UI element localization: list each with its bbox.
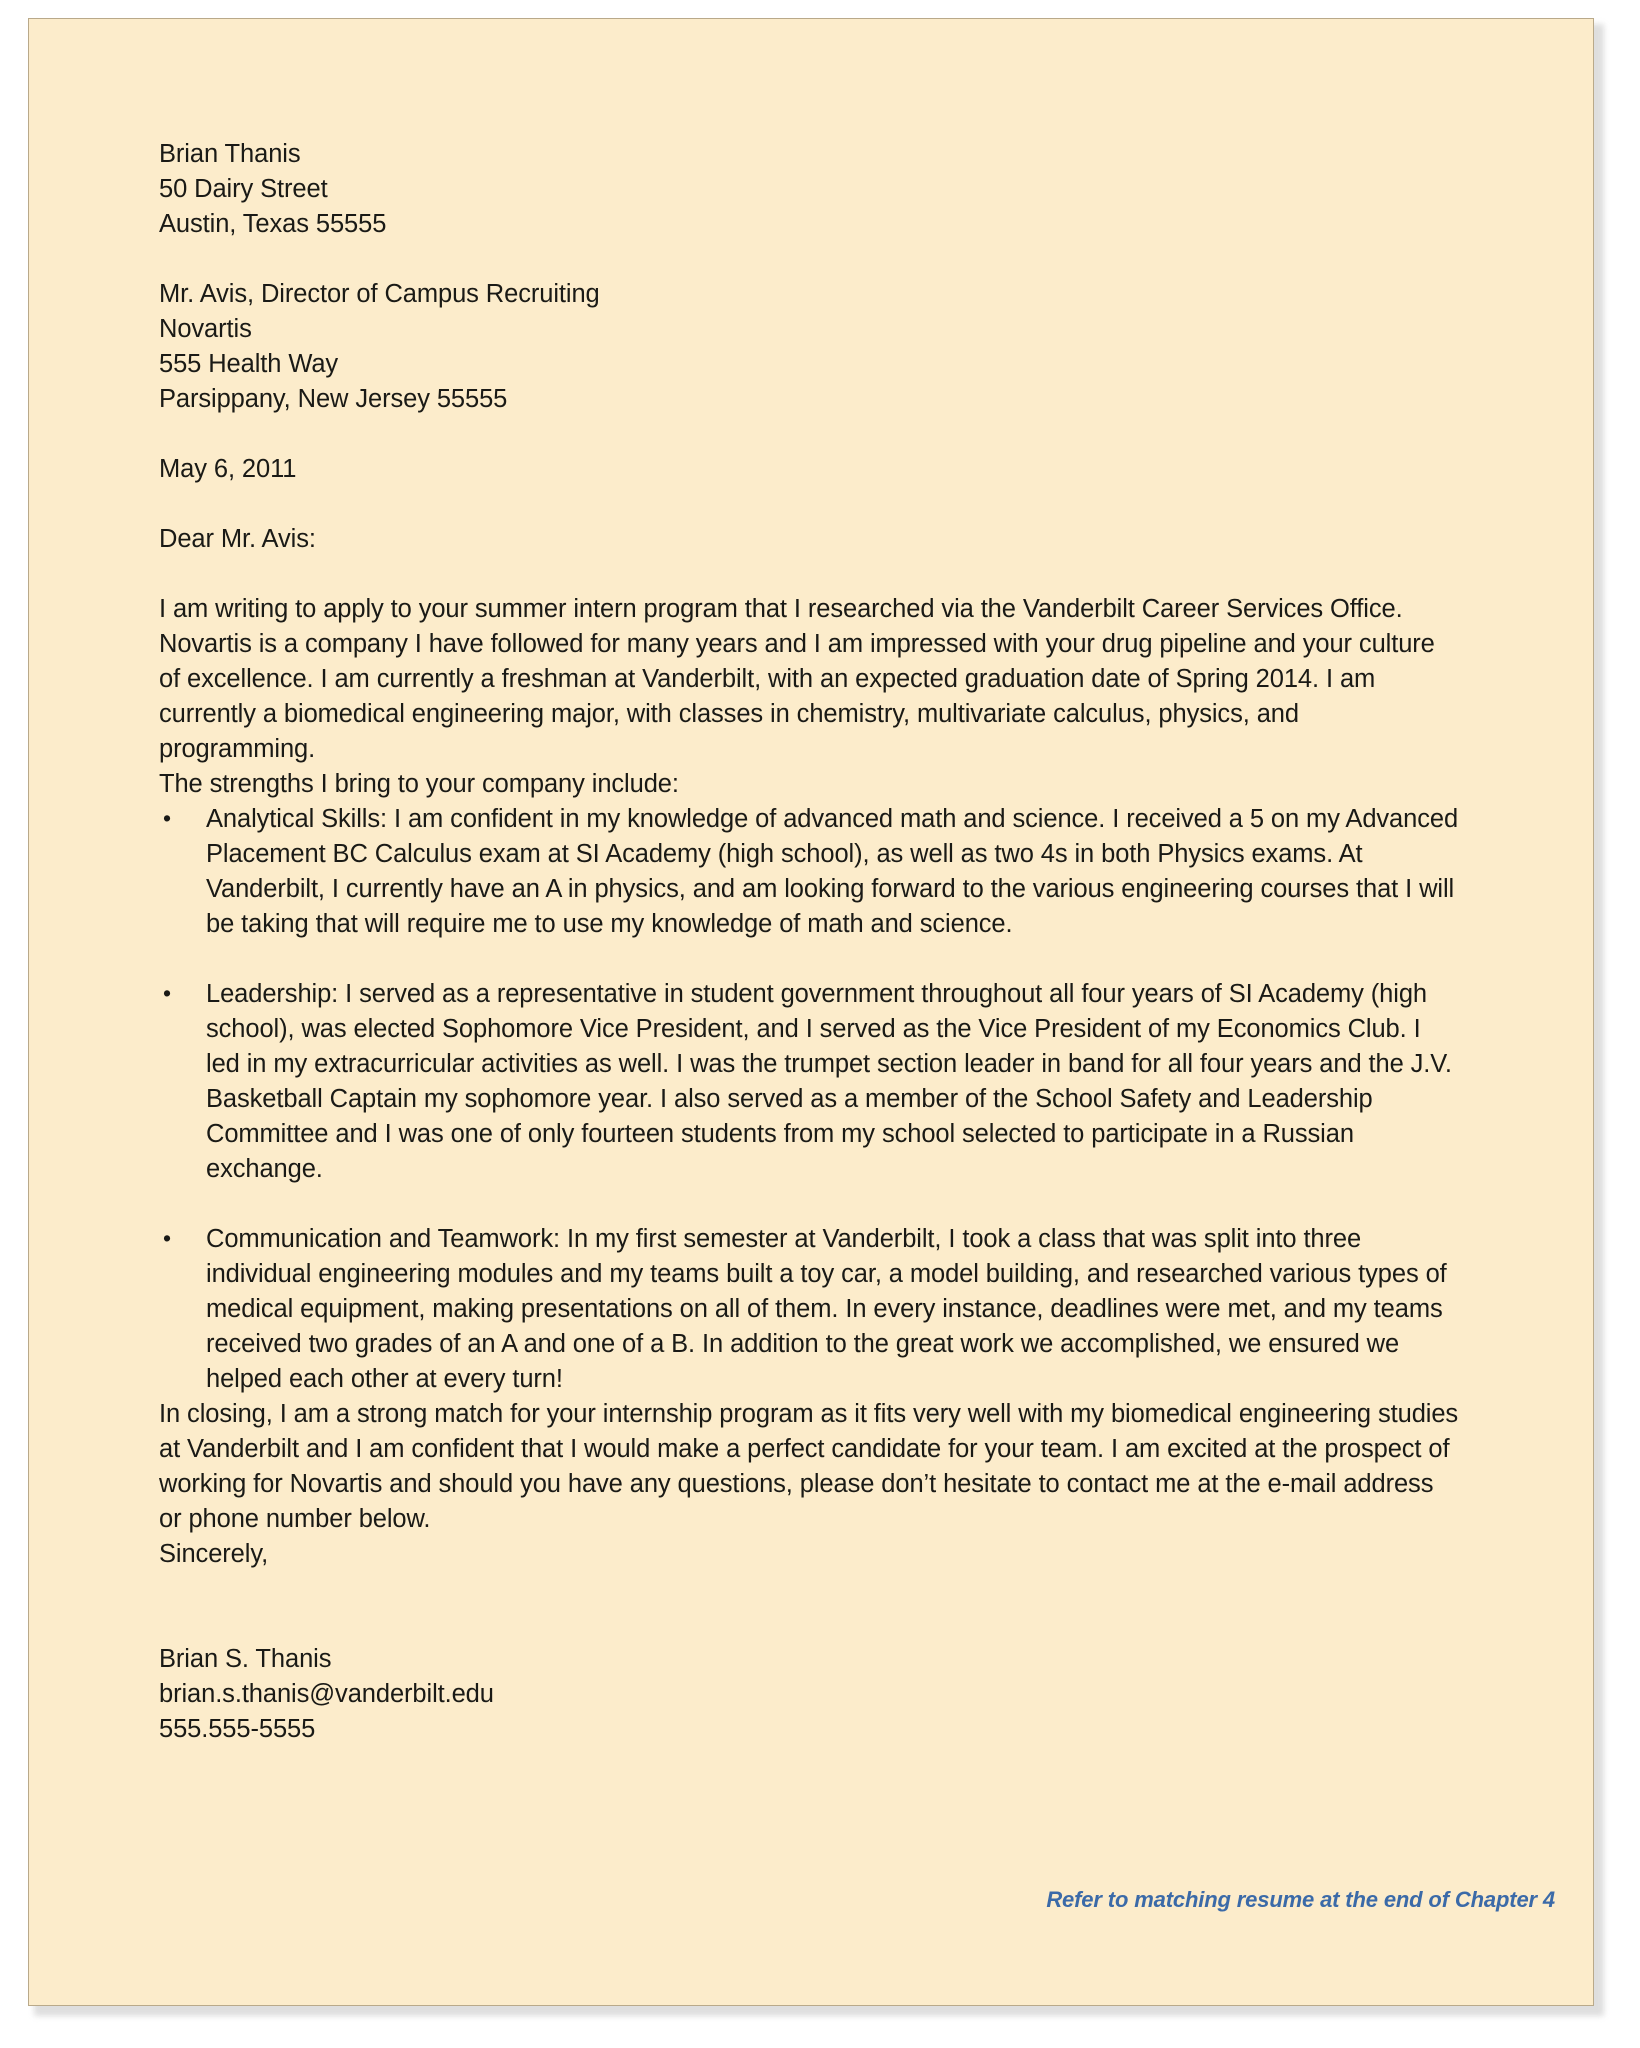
letter-content [159, 137, 1459, 1747]
recipient-address-block [159, 277, 1459, 417]
list-item-text: Communication and Teamwork: In my first semester at Vanderbilt, I took a class that was split into three individual engineering modules and my teams built a toy car, a model building, and researched various types of medical equipment, making presentations on all of them. In every instance, deadlines were met, and my teams received two grades of an A and one of a B. In addition to the great work we accomplished, we ensured we helped each other at every turn! [206, 1225, 1447, 1393]
bullet-icon: • [163, 805, 171, 831]
signature-block [159, 1642, 1459, 1747]
list-item [159, 1222, 1459, 1397]
sender-address-block [159, 137, 1459, 242]
recipient-city-state-zip: Parsippany, New Jersey 55555 [159, 385, 508, 413]
sign-off: Sincerely, [159, 1540, 269, 1568]
list-item [159, 977, 1459, 1187]
recipient-name-title: Mr. Avis, Director of Campus Recruiting [159, 280, 600, 308]
letter-page-wrapper [28, 18, 1604, 2016]
cover-letter-page [28, 18, 1594, 2006]
strengths-list [159, 802, 1459, 1397]
signature-name: Brian S. Thanis [159, 1645, 332, 1673]
list-item-text: Analytical Skills: I am confident in my knowledge of advanced math and science. I received a 5 on my Advanced Placement BC Calculus exam at SI Academy (high school), as well as two 4s in both Physics exams. At Vanderbilt, I currently have an A in physics, and am looking forward to the various engineering courses that I will be taking that will require me to use my knowledge of math and science. [206, 805, 1459, 938]
sender-street: 50 Dairy Street [159, 175, 328, 203]
footer-reference-note: Refer to matching resume at the end of Chapter 4 [1046, 1887, 1555, 1912]
bullet-icon: • [163, 980, 171, 1006]
bullet-icon: • [163, 1225, 171, 1251]
body-paragraph-1: I am writing to apply to your summer intern program that I researched via the Vanderbilt Career Services Office. Novartis is a company I have followed for many years and I am impressed with your drug pipeline and your culture of excellence. I am currently a freshman at Vanderbilt, with an expected graduation date of Spring 2014. I am currently a biomedical engineering major, with classes in chemistry, multivariate calculus, physics, and programming. [159, 595, 1435, 763]
recipient-street: 555 Health Way [159, 350, 339, 378]
letter-date: May 6, 2011 [159, 455, 297, 483]
sender-city-state-zip: Austin, Texas 55555 [159, 210, 387, 238]
signature-space [159, 1607, 1459, 1642]
salutation: Dear Mr. Avis: [159, 525, 316, 553]
recipient-company: Novartis [159, 315, 252, 343]
signature-email: brian.s.thanis@vanderbilt.edu [159, 1680, 494, 1708]
sender-name: Brian Thanis [159, 140, 301, 168]
list-item-text: Leadership: I served as a representative in student government throughout all four years of SI Academy (high school), was elected Sophomore Vice President, and I served as the Vice President of my Economics Club. I led in my extracurricular activities as well. I was the trumpet section leader in band for all four years and the J.V. Basketball Captain my sophomore year. I also served as a member of the School Safety and Leadership Committee and I was one of only fourteen students from my school selected to participate in a Russian exchange. [206, 980, 1452, 1183]
strengths-lead-in: The strengths I bring to your company include: [159, 770, 679, 798]
closing-paragraph: In closing, I am a strong match for your internship program as it fits very well with my biomedical engineering studies at Vanderbilt and I am confident that I would make a perfect candidate for your team. I am excited at the prospect of working for Novartis and should you have any questions, please don’t hesitate to contact me at the e-mail address or phone number below. [159, 1400, 1459, 1533]
signature-phone: 555.555-5555 [159, 1715, 316, 1743]
list-item [159, 802, 1459, 942]
